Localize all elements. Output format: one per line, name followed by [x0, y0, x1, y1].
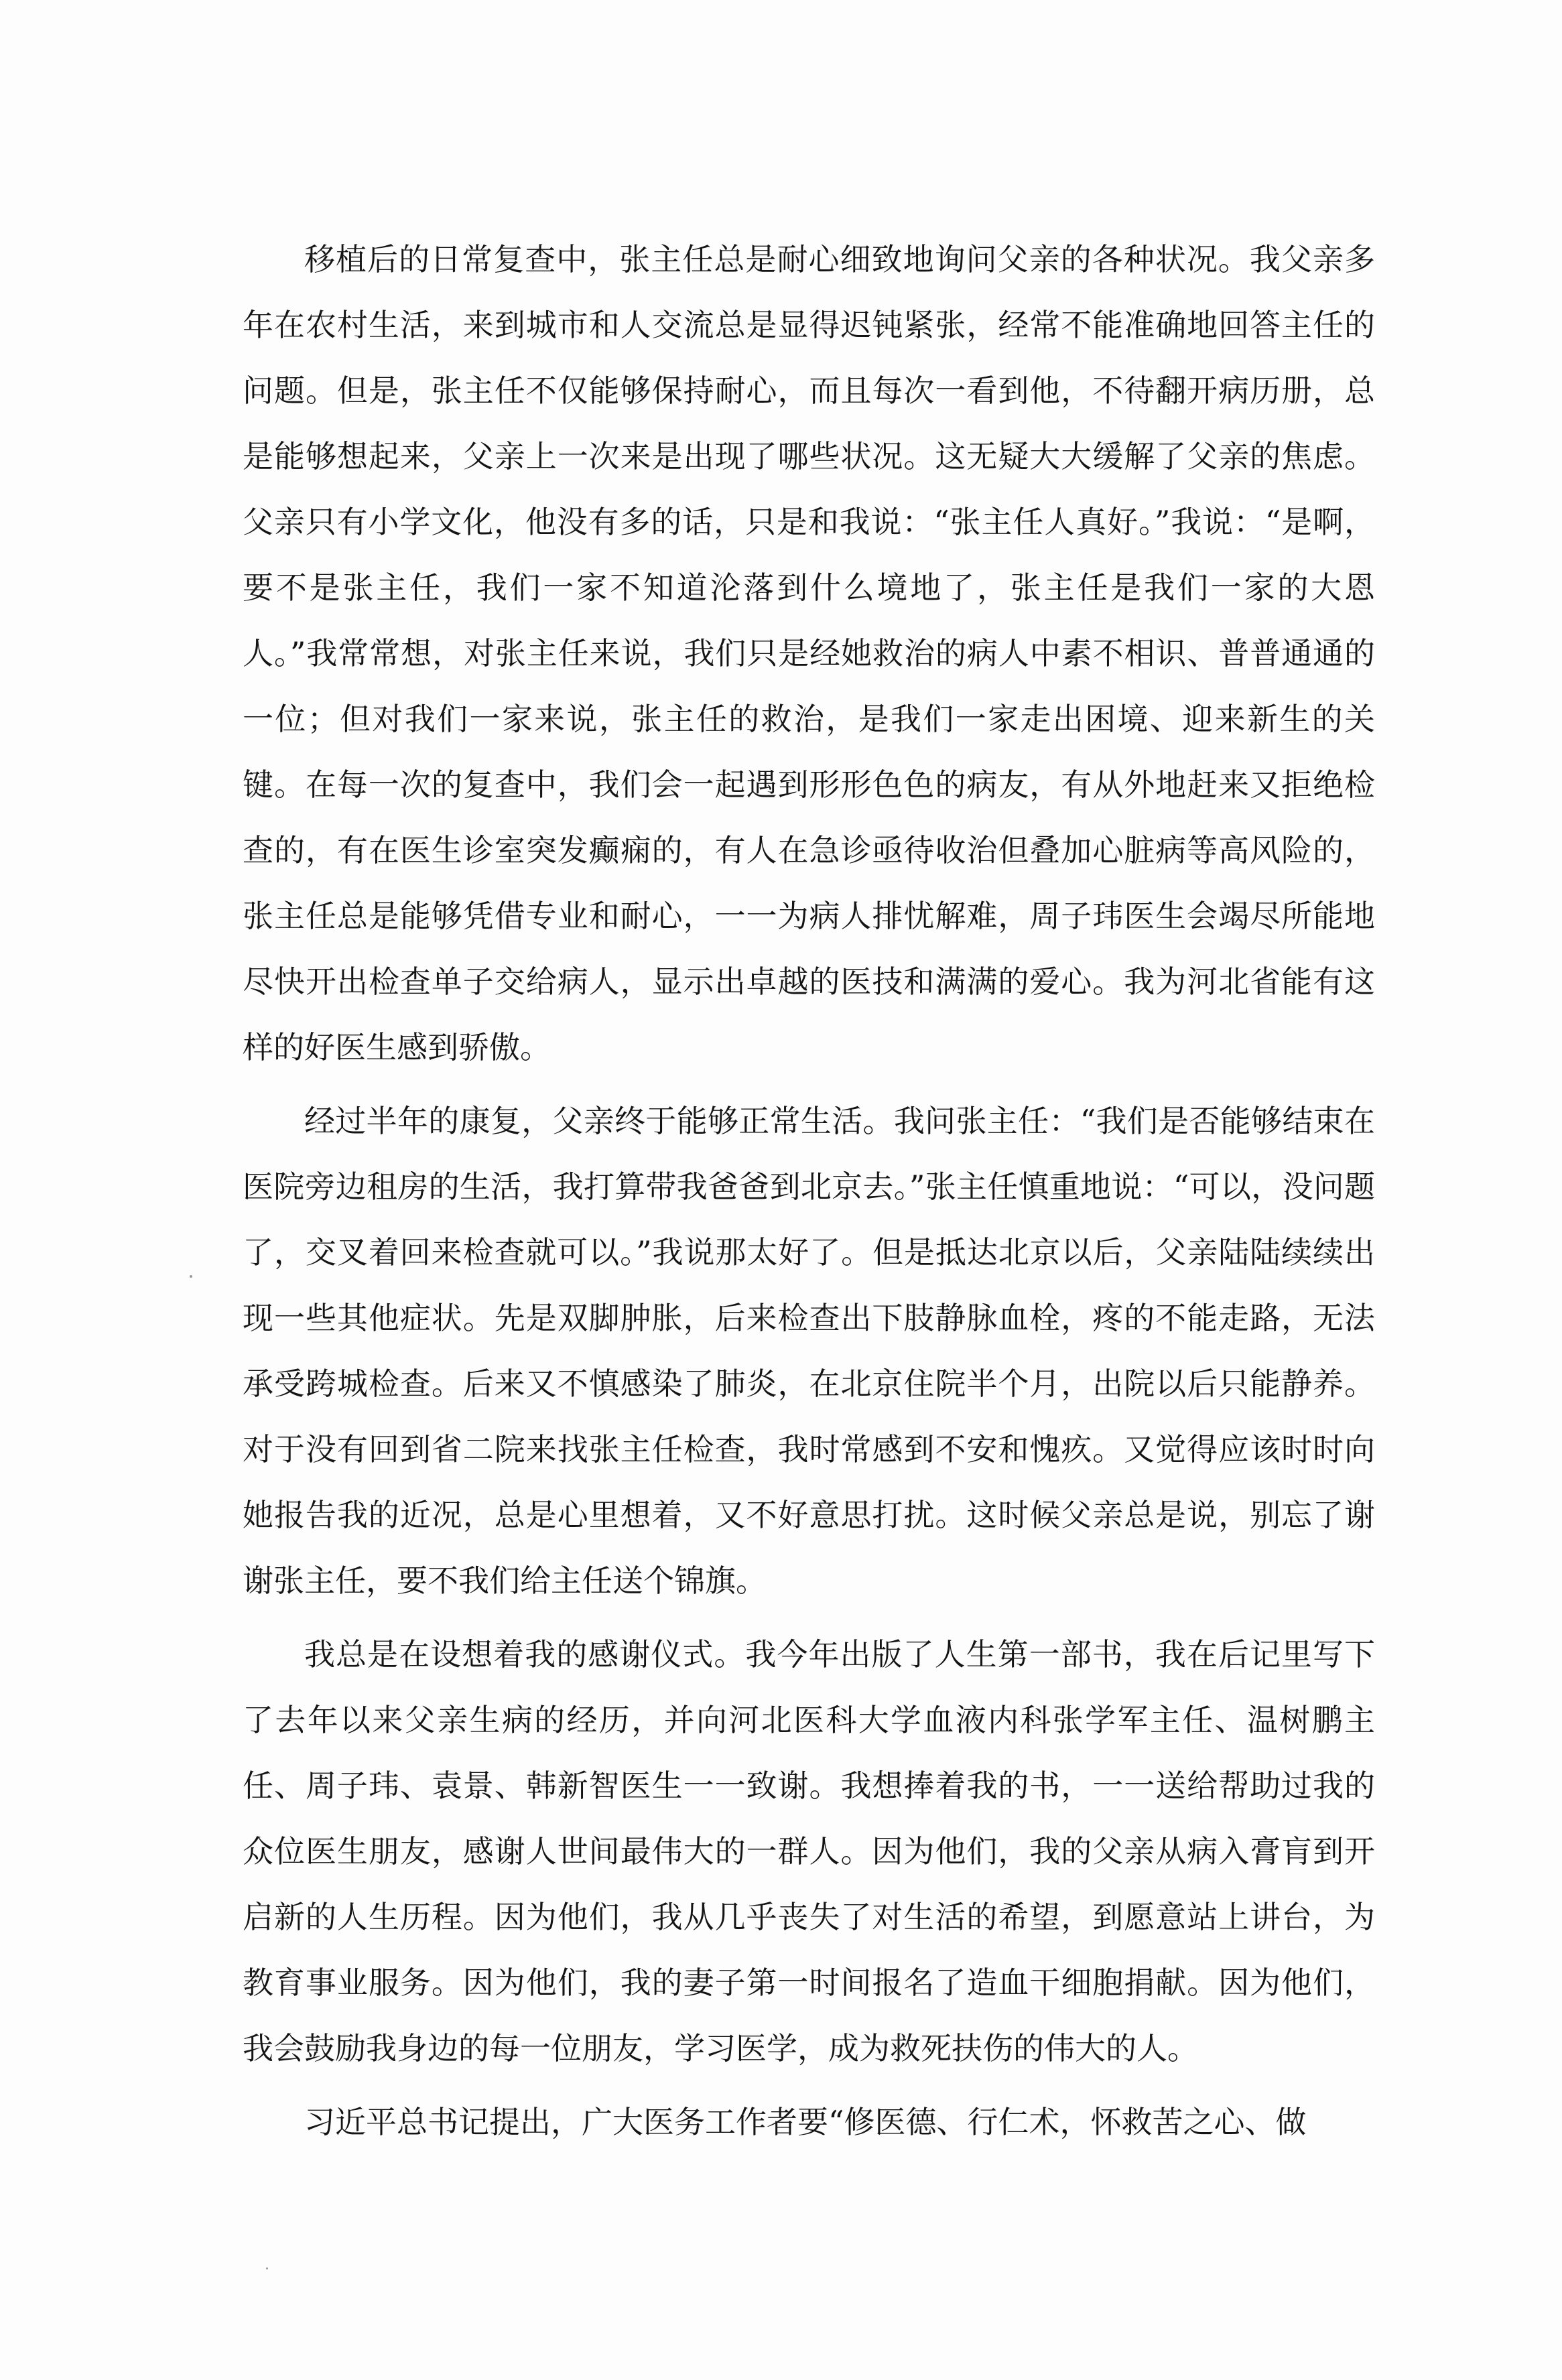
scan-speck: [266, 2267, 268, 2269]
paragraph-4: 习近平总书记提出，广大医务工作者要“修医德、行仁术，怀救苦之心、做: [304, 2104, 1307, 2140]
scan-speck: [190, 1275, 192, 1278]
paragraph-3: 我总是在设想着我的感谢仪式。我今年出版了人生第一部书，我在后记里写下了去年以来父亲生病的经历，并向河北医科大学血液内科张学军主任、温树鹏主任、周子玮、袁景、韩新智医生一一致谢。我想捧着我的书，一一送给帮助过我的众位医生朋友，感谢人世间最伟大的一群人。因为他们，我的父亲从病入膏肓到开启新的人生历程。因为他们，我从几乎丧失了对生活的希望，到愿意站上讲台，为教育事业服务。因为他们，我的妻子第一时间报名了造血干细胞捐献。因为他们，我会鼓励我身边的每一位朋友，学习医学，成为救死扶伤的伟大的人。: [243, 1636, 1375, 2066]
paragraph-2: 经过半年的康复，父亲终于能够正常生活。我问张主任：“我们是否能够结束在医院旁边租房的生活，我打算带我爸爸到北京去。”张主任慎重地说：“可以，没问题了，交叉着回来检查就可以。”我说那太好了。但是抵达北京以后，父亲陆陆续续出现一些其他症状。先是双脚肿胀，后来检查出下肢静脉血栓，疼的不能走路，无法承受跨城检查。后来又不慎感染了肺炎，在北京住院半个月，出院以后只能静养。对于没有回到省二院来找张主任检查，我时常感到不安和愧疚。又觉得应该时时向她报告我的近况，总是心里想着，又不好意思打扰。这时候父亲总是说，别忘了谢谢张主任，要不我们给主任送个锦旗。: [243, 1103, 1375, 1599]
body-text: [243, 226, 1375, 2155]
paragraph-1: 移植后的日常复查中，张主任总是耐心细致地询问父亲的各种状况。我父亲多年在农村生活，来到城市和人交流总是显得迟钝紧张，经常不能准确地回答主任的问题。但是，张主任不仅能够保持耐心，而且每次一看到他，不待翻开病历册，总是能够想起来，父亲上一次来是出现了哪些状况。这无疑大大缓解了父亲的焦虑。父亲只有小学文化，他没有多的话，只是和我说：“张主任人真好。”我说：“是啊，要不是张主任，我们一家不知道沦落到什么境地了，张主任是我们一家的大恩人。”我常常想，对张主任来说，我们只是经她救治的病人中素不相识、普普通通的一位；但对我们一家来说，张主任的救治，是我们一家走出困境、迎来新生的关键。在每一次的复查中，我们会一起遇到形形色色的病友，有从外地赶来又拒绝检查的，有在医生诊室突发癫痫的，有人在急诊亟待收治但叠加心脏病等高风险的，张主任总是能够凭借专业和耐心，一一为病人排忧解难，周子玮医生会竭尽所能地尽快开出检查单子交给病人，显示出卓越的医技和满满的爱心。我为河北省能有这样的好医生感到骄傲。: [243, 241, 1375, 1065]
